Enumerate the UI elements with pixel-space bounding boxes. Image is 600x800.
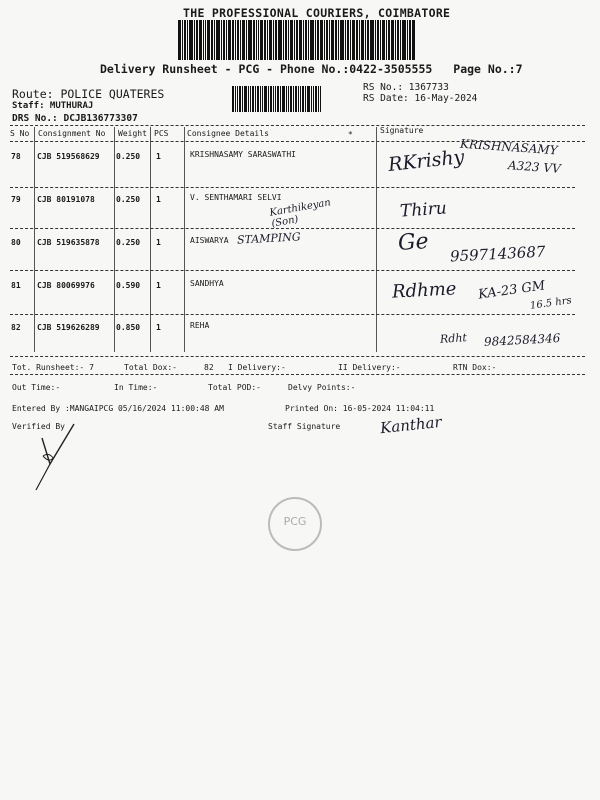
row-consignment: CJB 519635878	[37, 238, 100, 247]
total-dox-label: Total Dox:-	[124, 363, 177, 372]
header-tick: *	[348, 130, 353, 139]
stamp-text: PCG	[283, 515, 307, 528]
page-number: Page No.:7	[453, 62, 523, 76]
row-sno: 79	[11, 195, 21, 204]
col-pcs: PCS	[154, 129, 169, 138]
delvy-points: Delvy Points:-	[288, 383, 356, 392]
row-signature-id: A323 VV	[507, 158, 562, 176]
runsheet-title-text: Delivery Runsheet - PCG - Phone No.:0422-3505555	[100, 62, 433, 76]
col-divider	[114, 127, 115, 352]
row-pcs: 1	[156, 195, 161, 204]
row-rule	[10, 314, 575, 315]
col-consignment: Consignment No	[38, 129, 106, 138]
row-sno: 80	[11, 238, 21, 247]
col-divider	[34, 127, 35, 352]
row-weight: 0.590	[116, 281, 141, 290]
table-top-rule	[10, 125, 585, 126]
entered-by: Entered By :MANGAIPCG 05/16/2024 11:00:48 AM	[12, 404, 224, 413]
row-signature-name: KRISHNASAMY	[459, 136, 559, 158]
row-signature: Thiru	[399, 198, 448, 222]
col-divider	[376, 127, 377, 352]
company-name: THE PROFESSIONAL COURIERS, COIMBATORE	[183, 6, 451, 20]
rs-barcode	[232, 86, 322, 112]
row-signature: Rdhme	[391, 278, 457, 303]
col-divider	[150, 127, 151, 352]
row-weight: 0.850	[116, 323, 141, 332]
row-signature-reg: KA-23 GM	[477, 278, 547, 303]
totals-rule	[10, 374, 585, 375]
total-runsheet: Tot. Runsheet:- 7	[12, 363, 94, 372]
row-pcs: 1	[156, 323, 161, 332]
row-consignee: V. SENTHAMARI SELVI	[190, 193, 282, 202]
rs-number: RS No.: 1367733	[363, 82, 449, 93]
row-consignee: SANDHYA	[190, 279, 224, 288]
row-signature: Rdht	[439, 331, 468, 346]
table-bottom-rule	[10, 356, 585, 357]
row-pcs: 1	[156, 152, 161, 161]
row-rule	[10, 270, 575, 271]
row-signature-time: 16.5 hrs	[529, 295, 573, 312]
row-consignment: CJB 80069976	[37, 281, 95, 290]
staff-signature-label: Staff Signature	[268, 422, 341, 431]
row-weight: 0.250	[116, 195, 141, 204]
row-sno: 82	[11, 323, 21, 332]
total-pod: Total POD:-	[208, 383, 261, 392]
row-pcs: 1	[156, 281, 161, 290]
row-note: STAMPING	[236, 230, 301, 247]
row-rule	[10, 228, 575, 229]
row-signature-phone: 9842584346	[483, 331, 561, 349]
verified-by: Verified By	[12, 422, 65, 431]
row-signature-phone: 9597143687	[449, 242, 546, 266]
col-consignee: Consignee Details	[187, 129, 269, 138]
row-consignment: CJB 519568629	[37, 152, 100, 161]
verified-check-mark	[28, 418, 78, 493]
row-consignment: CJB 519626289	[37, 323, 100, 332]
rs-date: RS Date: 16-May-2024	[363, 93, 478, 104]
staff-signature-scrawl: Kanthar	[379, 412, 443, 438]
col-divider	[184, 127, 185, 352]
row-consignee: AISWARYA	[190, 236, 229, 245]
runsheet-title	[100, 62, 523, 76]
row-pcs: 1	[156, 238, 161, 247]
row-note: Karthikeyan (Son)	[268, 197, 332, 230]
header-barcode	[178, 20, 416, 60]
route-label: Route: POLICE QUATERES	[12, 87, 165, 101]
printed-on: Printed On: 16-05-2024 11:04:11	[285, 404, 435, 413]
col-weight: Weight	[118, 129, 147, 138]
out-time: Out Time:-	[12, 383, 61, 392]
row-sno: 81	[11, 281, 21, 290]
row-signature: Ge	[397, 228, 430, 257]
in-time: In Time:-	[114, 383, 158, 392]
i-delivery: I Delivery:-	[228, 363, 286, 372]
row-sno: 78	[11, 152, 21, 161]
row-consignment: CJB 80191078	[37, 195, 95, 204]
row-weight: 0.250	[116, 152, 141, 161]
col-sno: S No	[10, 129, 30, 138]
staff-label: Staff: MUTHURAJ	[12, 101, 94, 111]
office-stamp	[268, 497, 322, 551]
col-signature: Signature	[380, 126, 424, 135]
rtn-dox: RTN Dox:-	[453, 363, 497, 372]
row-consignee: REHA	[190, 321, 210, 330]
row-weight: 0.250	[116, 238, 141, 247]
row-consignee: KRISHNASAMY SARASWATHI	[190, 150, 296, 159]
row-signature: RKrishy	[387, 146, 466, 176]
ii-delivery: II Delivery:-	[338, 363, 401, 372]
row-rule	[10, 187, 575, 188]
drs-number: DRS No.: DCJB136773307	[12, 113, 138, 124]
total-dox-value: 82	[204, 363, 214, 372]
